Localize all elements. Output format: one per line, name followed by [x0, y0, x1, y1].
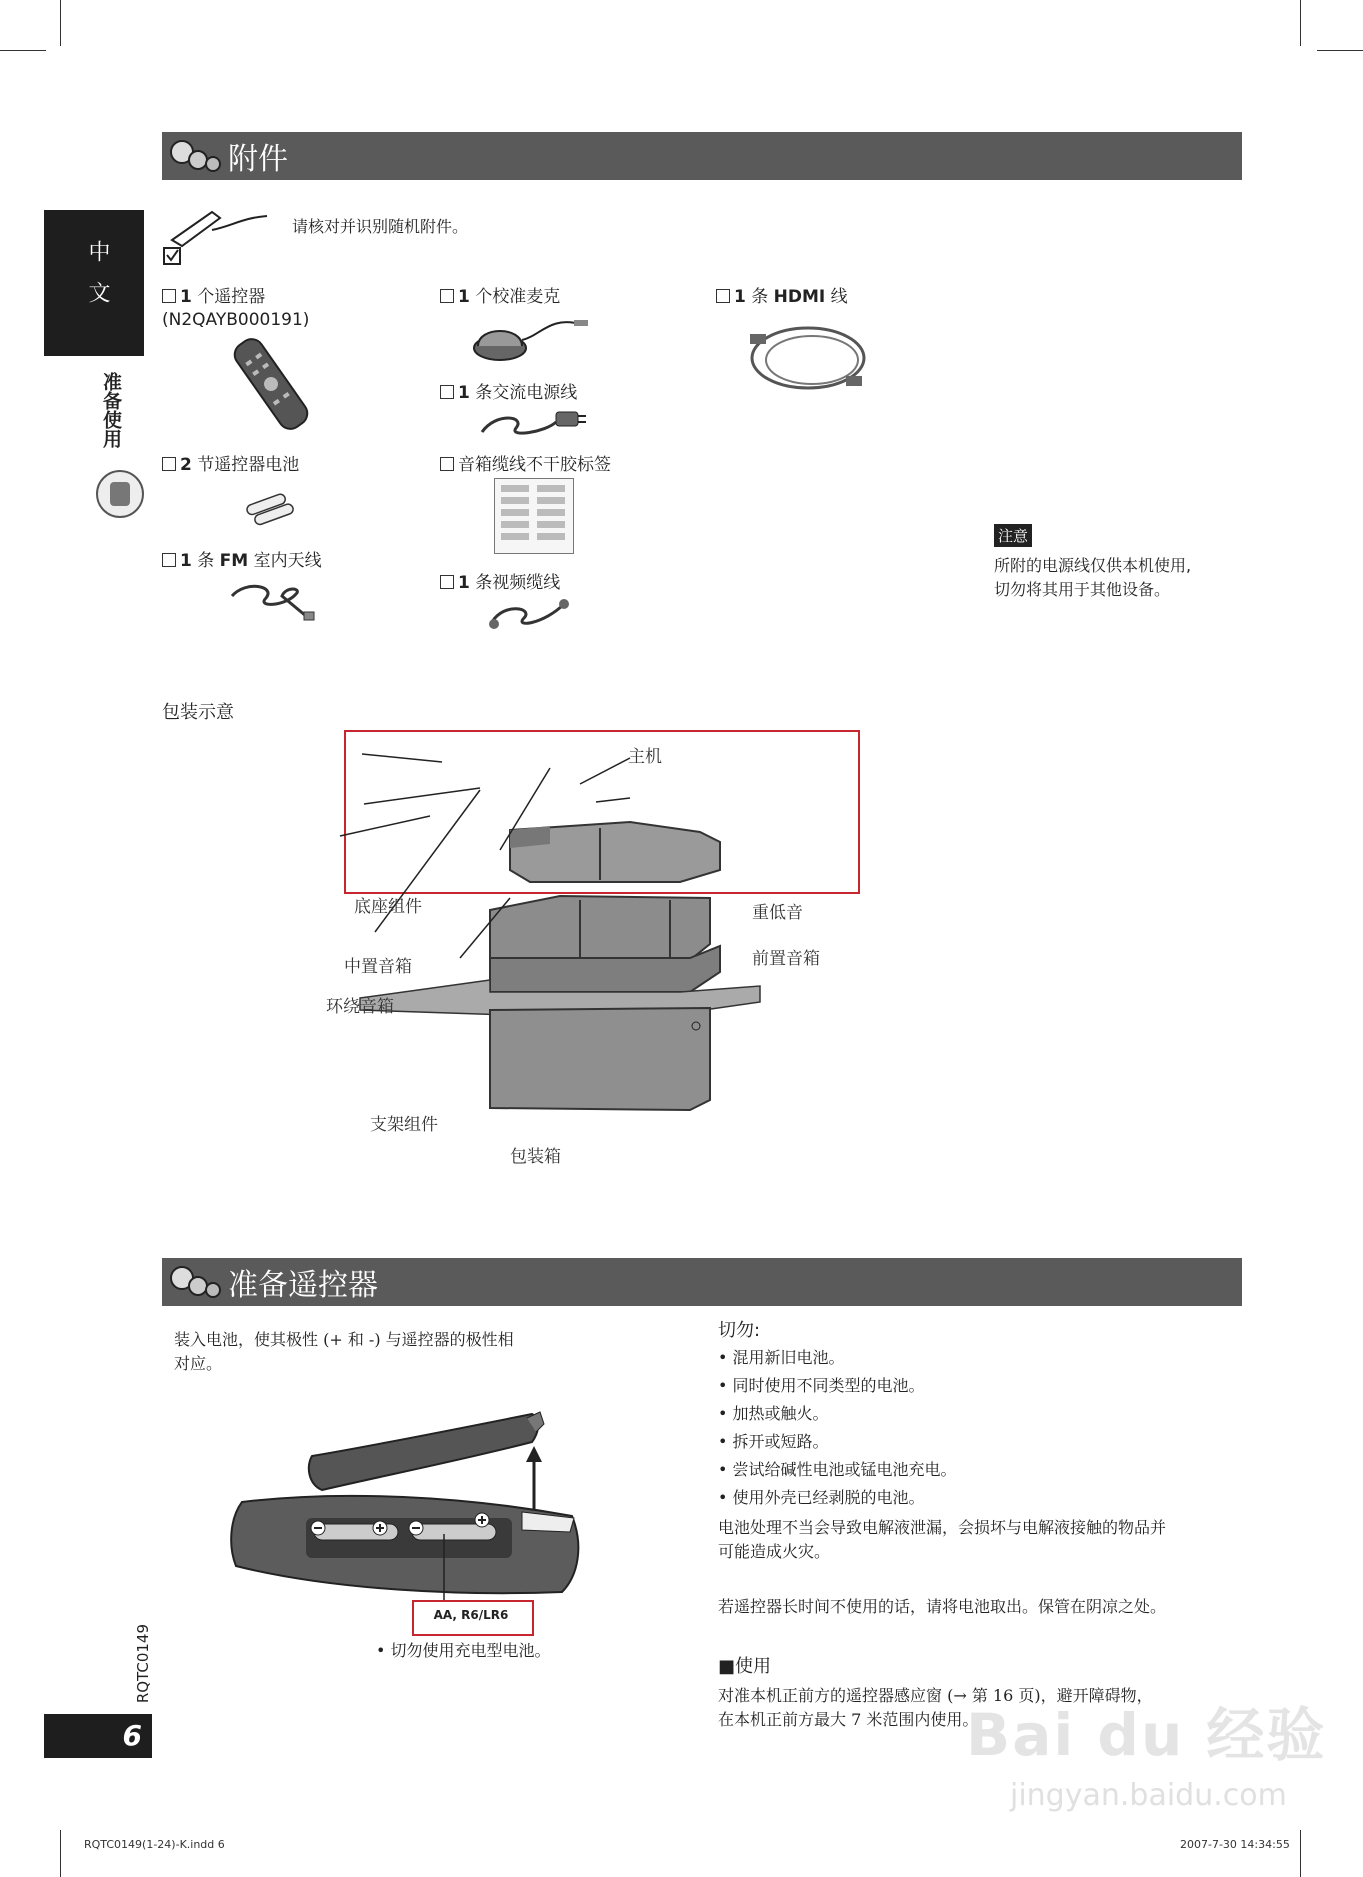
- dont-item: • 使用外壳已经剥脱的电池。: [718, 1488, 925, 1507]
- bubbles-icon: [168, 1262, 222, 1302]
- language-label: 中 文: [85, 240, 110, 309]
- packing-diagram: [300, 740, 820, 1160]
- ac-cord-image: [476, 402, 588, 444]
- label-sheet-image: [494, 478, 574, 554]
- bubbles-icon: [168, 136, 222, 176]
- acc-video-cable: 1 条视频缆线: [440, 568, 560, 593]
- dont-item: • 拆开或短路。: [718, 1432, 829, 1451]
- acc-ac-cord: 1 条交流电源线: [440, 378, 577, 403]
- battery-image: [246, 492, 296, 526]
- dont-item: • 混用新旧电池。: [718, 1348, 845, 1367]
- acc-fm-antenna: 1 条 FM 室内天线: [162, 546, 322, 571]
- footer-file: RQTC0149(1-24)-K.indd 6: [84, 1838, 225, 1851]
- acc-microphone: 1 个校准麦克: [440, 282, 560, 307]
- label-center: 中置音箱: [344, 957, 412, 977]
- use-title: ■使用: [718, 1656, 772, 1677]
- watermark-url: jingyan.baidu.com: [1010, 1778, 1287, 1813]
- use-text: 对准本机正前方的遥控器感应窗 (→ 第 16 页)，避开障碍物， 在本机正前方最大 7 米范围内使用。: [718, 1686, 1153, 1729]
- accessories-title: 附件: [228, 142, 288, 177]
- accessories-instruction: 请核对并识别随机附件。: [292, 217, 469, 236]
- microphone-image: [470, 306, 590, 366]
- acc-remote: 1 个遥控器: [162, 282, 265, 307]
- packing-title: 包装示意: [162, 702, 234, 723]
- accessories-header: [162, 132, 1242, 180]
- crop-mark: [1317, 50, 1363, 51]
- donts-title: 切勿:: [718, 1320, 761, 1341]
- remote-header: [162, 1258, 1242, 1306]
- dont-item: • 加热或触火。: [718, 1404, 829, 1423]
- label-surround: 环绕音箱: [326, 997, 394, 1017]
- label-base: 底座组件: [354, 897, 422, 917]
- video-cable-image: [484, 592, 574, 636]
- storage-note: 若遥控器长时间不使用的话，请将电池取出。保管在阴凉之处。: [718, 1597, 1167, 1616]
- prep-icon: [96, 470, 144, 518]
- label-front: 前置音箱: [752, 949, 820, 969]
- crop-mark: [1300, 0, 1301, 46]
- dont-item: • 尝试给碱性电池或锰电池充电。: [718, 1460, 957, 1479]
- crop-mark: [1300, 1830, 1301, 1877]
- label-stand: 支架组件: [370, 1115, 438, 1135]
- section-label: 准备使用: [100, 372, 122, 448]
- acc-remote-model: (N2QAYB000191): [162, 310, 310, 330]
- insert-battery-text: 装入电池，使其极性 (+ 和 -) 与遥控器的极性相 对应。: [174, 1330, 514, 1373]
- no-recharge-note: • 切勿使用充电型电池。: [376, 1641, 551, 1660]
- caution-text: 所附的电源线仅供本机使用, 切勿将其用于其他设备。: [994, 556, 1192, 599]
- caution-tag: 注意: [994, 524, 1032, 547]
- doc-code: RQTC0149: [134, 1624, 152, 1704]
- page-number: 6: [44, 1714, 152, 1758]
- footer-datetime: 2007-7-30 14:34:55: [1180, 1838, 1290, 1851]
- battery-type-label: AA, R6/LR6: [433, 1608, 509, 1622]
- pen-check-icon: [162, 200, 272, 266]
- remote-control-image: [228, 338, 314, 430]
- hdmi-cable-image: [746, 316, 870, 396]
- label-main-unit: 主机: [628, 747, 662, 767]
- crop-mark: [0, 50, 46, 51]
- acc-speaker-labels: 音箱缆线不干胶标签: [440, 450, 611, 475]
- label-subwoofer: 重低音: [752, 903, 803, 923]
- watermark-brand: Bai du 经验: [966, 1701, 1327, 1769]
- dont-item: • 同时使用不同类型的电池。: [718, 1376, 925, 1395]
- remote-title: 准备遥控器: [228, 1268, 378, 1303]
- fm-antenna-image: [226, 576, 318, 624]
- crop-mark: [60, 0, 61, 46]
- remote-battery-diagram: [222, 1406, 602, 1606]
- crop-mark: [60, 1830, 61, 1877]
- language-side-tab: [44, 210, 144, 356]
- acc-batteries: 2 节遥控器电池: [162, 450, 299, 475]
- leak-warning: 电池处理不当会导致电解液泄漏，会损坏与电解液接触的物品并 可能造成火灾。: [718, 1518, 1167, 1561]
- acc-hdmi-cable: 1 条 HDMI 线: [716, 282, 848, 307]
- label-box: 包装箱: [510, 1147, 561, 1167]
- donts-list: [718, 1344, 957, 1512]
